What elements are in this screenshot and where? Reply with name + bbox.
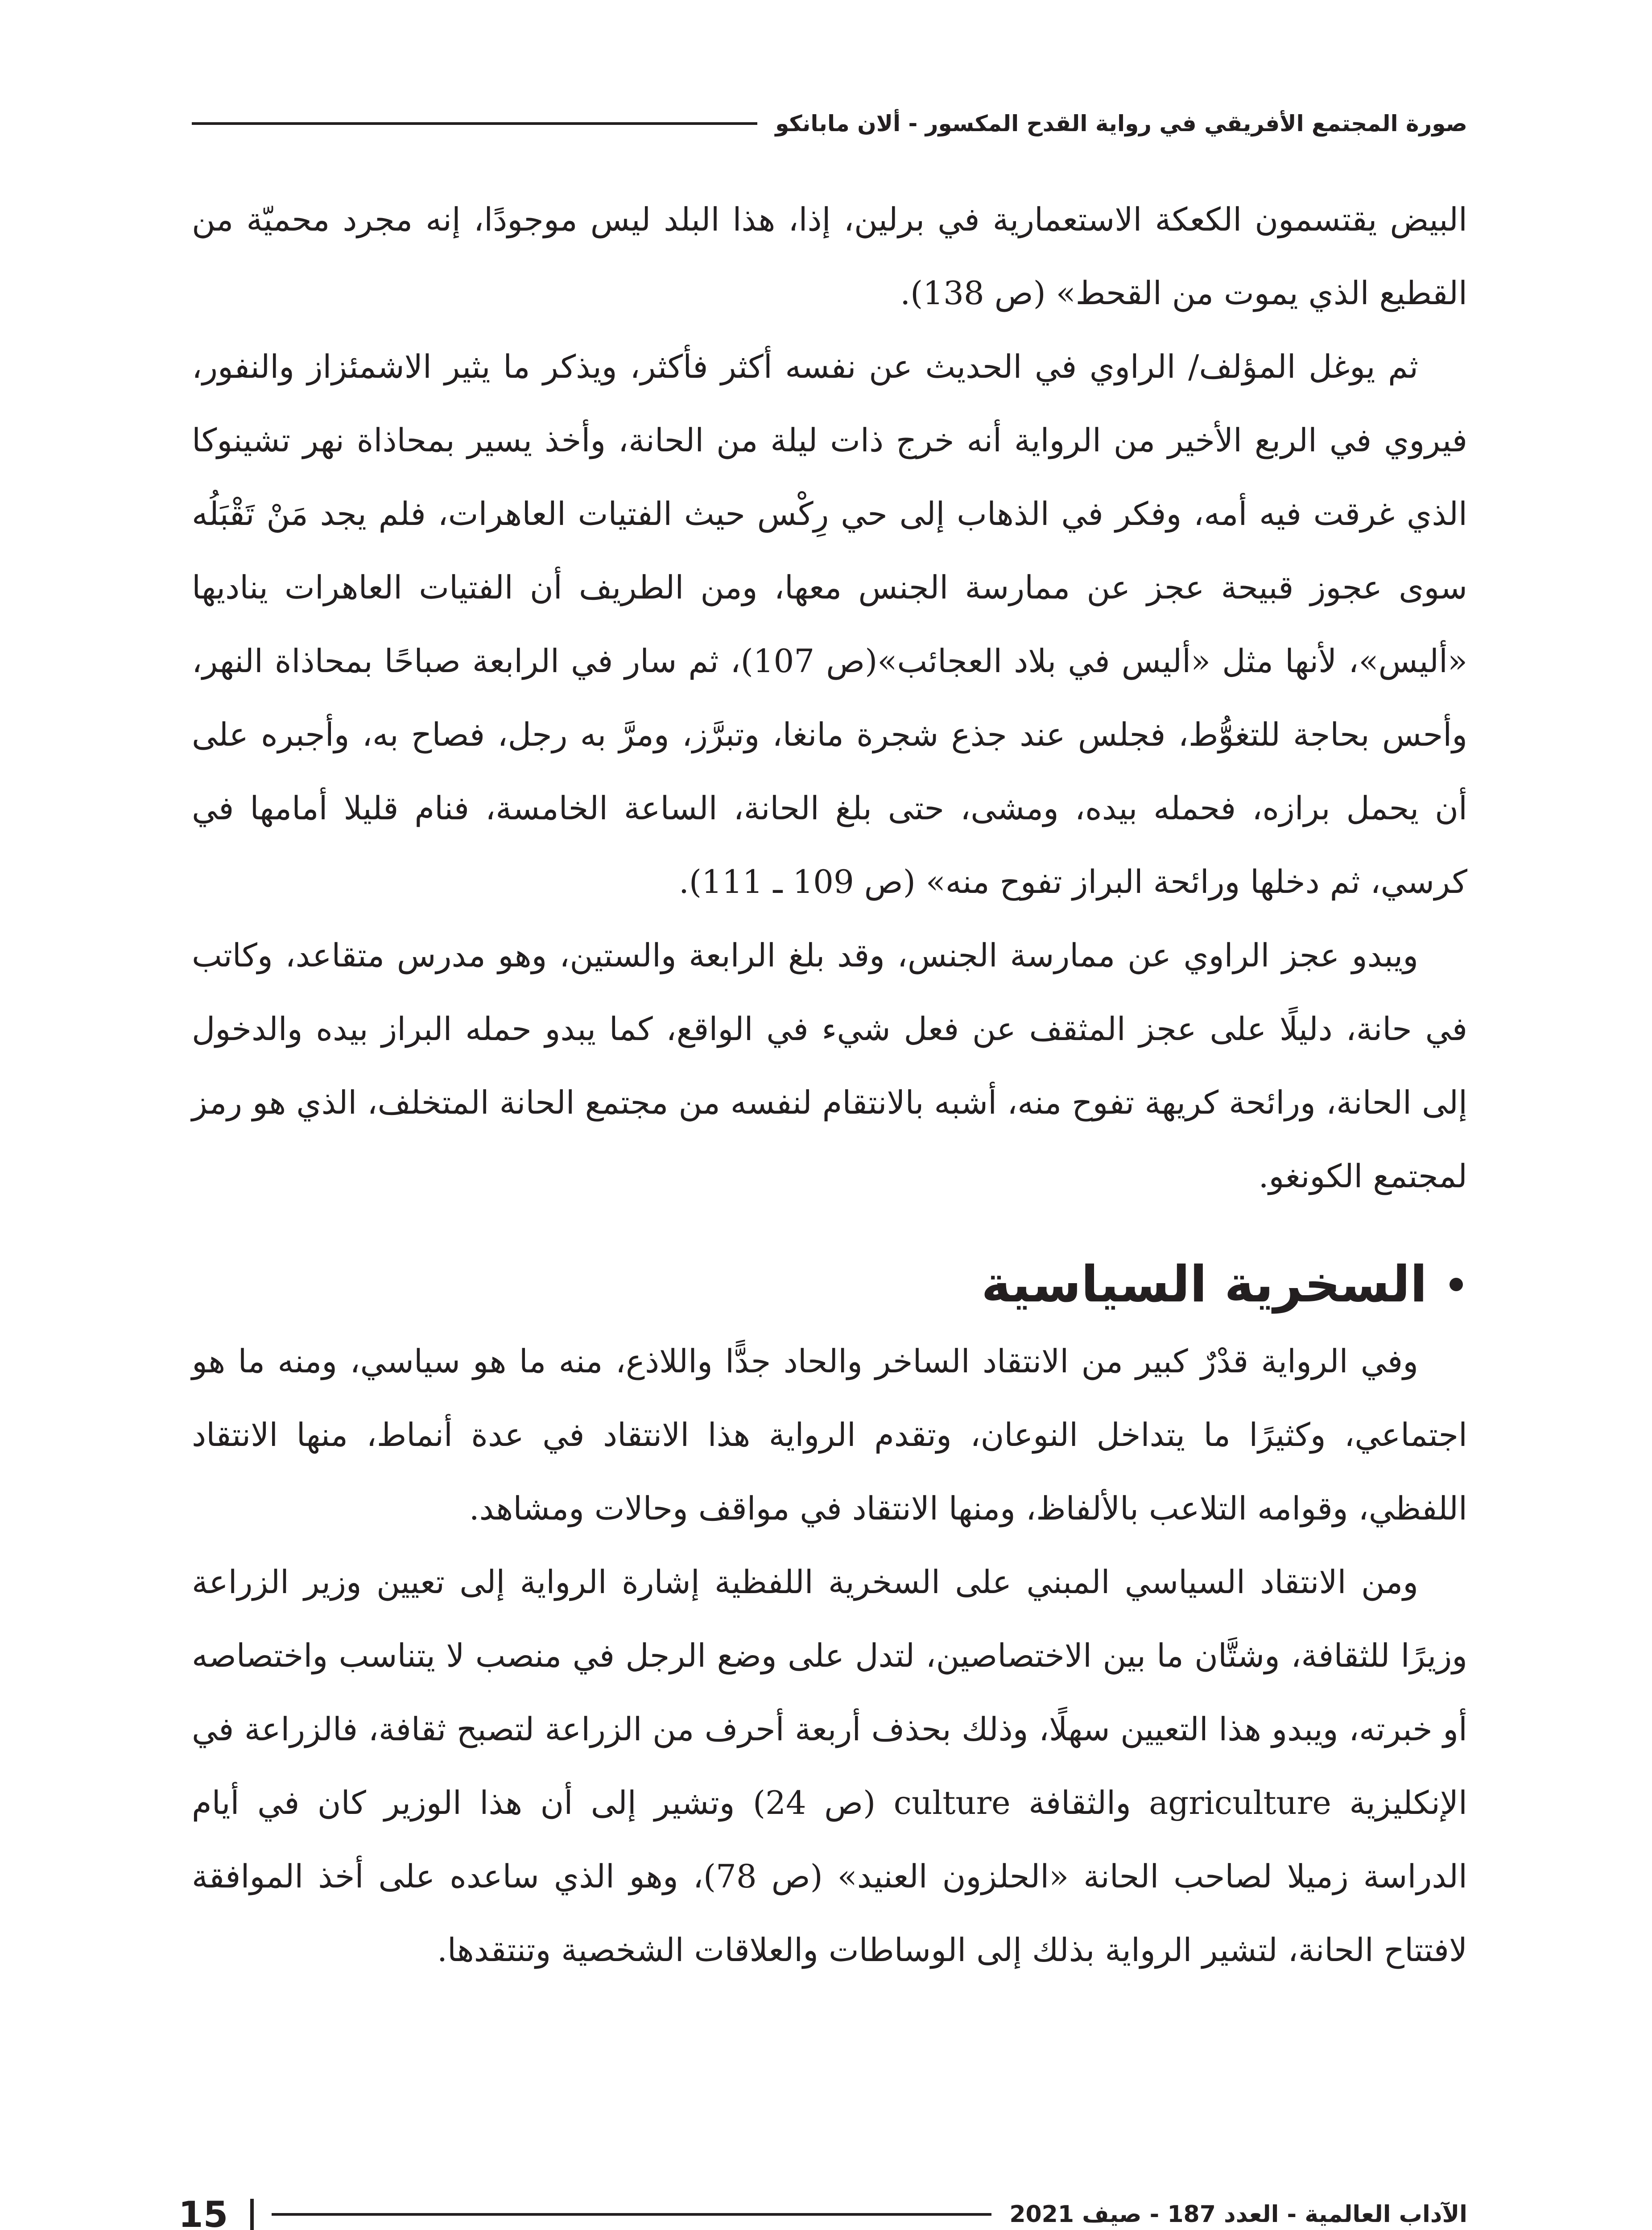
page-footer bbox=[178, 2190, 1467, 2230]
running-title: صورة المجتمع الأفريقي في رواية القدح المكسور - ألان مابانكو bbox=[775, 111, 1467, 136]
header-rule bbox=[192, 122, 757, 125]
bullet-icon bbox=[1450, 1278, 1463, 1291]
paragraph: وفي الرواية قدْرٌ كبير من الانتقاد الساخر والحاد جدًّا واللاذع، منه ما هو سياسي، ومنه ما هو اجتماعي، وكثيرًا ما يتداخل النوعان، وتقدم الرواية هذا الانتقاد في عدة أنماط، منها الانتقاد اللفظي، وقوامه التلاعب بالألفاظ، ومنها الانتقاد في مواقف وحالات ومشاهد. bbox=[192, 1342, 1467, 1527]
paragraph: ثم يوغل المؤلف/ الراوي في الحديث عن نفسه أكثر فأكثر، ويذكر ما يثير الاشمئزاز والنفور، فيروي في الربع الأخير من الرواية أنه خرج ذات ليلة من الحانة، وأخذ يسير بمحاذاة نهر تشينوكا الذي غرقت فيه أمه، وفكر في الذهاب إلى حي رِكْس حيث الفتيات العاهرات، فلم يجد مَنْ تَقْبَلُه سوى عجوز قبيحة عجز عن ممارسة الجنس معها، ومن الطريف أن الفتيات العاهرات يناديها «أليس»، لأنها مثل «أليس في بلاد العجائب»(ص 107)، ثم سار في الرابعة صباحًا بمحاذاة النهر، وأحس بحاجة للتغوُّط، فجلس عند جذع شجرة مانغا، وتبرَّز، ومرَّ به رجل، فصاح به، وأجبره على أن يحمل برازه، فحمله بيده، ومشى، حتى بلغ الحانة، الساعة الخامسة، فنام قليلا أمامها في كرسي، ثم دخلها ورائحة البراز تفوح منه» (ص 109 ـ 111). bbox=[192, 348, 1468, 900]
section-heading-text: السخرية السياسية bbox=[981, 1255, 1427, 1313]
running-header bbox=[192, 103, 1467, 144]
footer-separator bbox=[250, 2199, 254, 2230]
footer-rule bbox=[272, 2213, 991, 2216]
page-number: 15 bbox=[178, 2193, 228, 2230]
paragraph: ويبدو عجز الراوي عن ممارسة الجنس، وقد بلغ الرابعة والستين، وهو مدرس متقاعد، وكاتب في حانة، دليلًا على عجز المثقف عن فعل شيء في الواقع، كما يبدو حمله البراز بيده والدخول إلى الحانة، ورائحة كريهة تفوح منه، أشبه بالانتقام لنفسه من مجتمع الحانة المتخلف، الذي هو رمز لمجتمع الكونغو. bbox=[192, 937, 1467, 1195]
paragraph-continuation: البيض يقتسمون الكعكة الاستعمارية في برلين، إذا، هذا البلد ليس موجودًا، إنه مجرد محميّة من القطيع الذي يموت من القحط» (ص 138). bbox=[192, 201, 1467, 312]
section-heading bbox=[192, 1244, 1467, 1325]
article-body bbox=[192, 183, 1467, 1987]
footer-journal-info: الآداب العالمية - العدد 187 - صيف 2021 bbox=[1009, 2201, 1467, 2228]
paragraph: ومن الانتقاد السياسي المبني على السخرية اللفظية إشارة الرواية إلى تعيين وزير الزراعة وزيرًا للثقافة، وشتَّان ما بين الاختصاصين، لتدل على وضع الرجل في منصب لا يتناسب واختصاصه أو خبرته، ويبدو هذا التعيين سهلًا، وذلك بحذف أربعة أحرف من الزراعة لتصبح ثقافة، فالزراعة في الإنكليزية agriculture والثقافة culture (ص 24) وتشير إلى أن هذا الوزير كان في أيام الدراسة زميلا لصاحب الحانة «الحلزون العنيد» (ص 78)، وهو الذي ساعده على أخذ الموافقة لافتتاح الحانة، لتشير الرواية بذلك إلى الوساطات والعلاقات الشخصية وتنتقدها. bbox=[192, 1563, 1468, 1969]
